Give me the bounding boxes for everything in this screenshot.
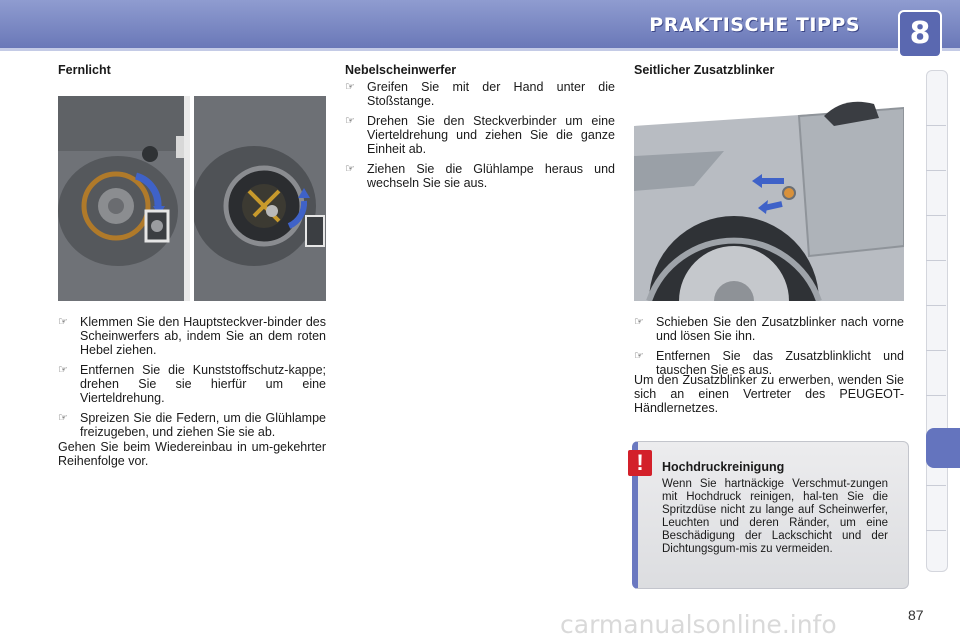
bullet-hand-icon: ☞ <box>345 81 355 93</box>
list-item: ☞ Entfernen Sie die Kunststoffschutz-kappe; drehen Sie sie hierfür um eine Vierteldrehung. <box>58 363 326 405</box>
tab-divider <box>926 530 946 531</box>
warning-icon: ! <box>628 450 652 476</box>
list-item: ☞ Spreizen Sie die Federn, um die Glühlampe freizugeben, und ziehen Sie sie ab. <box>58 411 326 439</box>
list-item: ☞ Drehen Sie den Steckverbinder um eine Vierteldrehung und ziehen Sie die ganze Einheit ab. <box>345 114 615 156</box>
fernlicht-steps <box>58 315 326 445</box>
tab-divider <box>926 125 946 126</box>
tab-divider <box>926 395 946 396</box>
tab-divider <box>926 305 946 306</box>
tab-divider <box>926 350 946 351</box>
tab-divider <box>926 485 946 486</box>
tab-divider <box>926 170 946 171</box>
nebel-steps <box>345 80 615 196</box>
warning-text: Wenn Sie hartnäckige Verschmut-zungen mit Hochdruck reinigen, hal-ten Sie die Spritzdüse nicht zu lange auf Scheinwerfer, Leuchten und deren Ränder, um eine Beschädigung der Lackschicht und der Dichtungsgum-mis zu vermeiden. <box>662 478 888 555</box>
bullet-hand-icon: ☞ <box>634 350 644 362</box>
list-item: ☞ Klemmen Sie den Hauptsteckver-binder des Scheinwerfers ab, indem Sie an dem roten Hebel ziehen. <box>58 315 326 357</box>
tab-divider <box>926 260 946 261</box>
nebel-heading: Nebelscheinwerfer <box>345 63 457 77</box>
list-item: ☞ Greifen Sie mit der Hand unter die Stoßstange. <box>345 80 615 108</box>
bullet-hand-icon: ☞ <box>345 163 355 175</box>
blinker-note: Um den Zusatzblinker zu erwerben, wenden Sie sich an einen Vertreter des PEUGEOT-Händlernetzes. <box>634 373 904 415</box>
bullet-hand-icon: ☞ <box>58 316 68 328</box>
header-divider <box>0 48 960 51</box>
bullet-hand-icon: ☞ <box>58 364 68 376</box>
tab-divider <box>926 215 946 216</box>
bullet-hand-icon: ☞ <box>58 412 68 424</box>
list-item: ☞ Schieben Sie den Zusatzblinker nach vorne und lösen Sie ihn. <box>634 315 904 343</box>
headlamp-photo-right <box>194 96 326 301</box>
fernlicht-heading: Fernlicht <box>58 63 111 77</box>
list-item: ☞ Ziehen Sie die Glühlampe heraus und wechseln Sie sie aus. <box>345 162 615 190</box>
chapter-badge: 8 <box>898 10 942 58</box>
watermark: carmanualsonline.info <box>560 610 837 639</box>
list-item: ☞ Entfernen Sie das Zusatzblinklicht und tauschen Sie es aus. <box>634 349 904 377</box>
section-title: PRAKTISCHE TIPPS <box>649 14 860 36</box>
bullet-hand-icon: ☞ <box>345 115 355 127</box>
fernlicht-note: Gehen Sie beim Wiedereinbau in um-gekehrter Reihenfolge vor. <box>58 440 326 468</box>
bullet-hand-icon: ☞ <box>634 316 644 328</box>
blinker-heading: Seitlicher Zusatzblinker <box>634 63 775 77</box>
tab-chapter-8[interactable] <box>926 428 960 468</box>
warning-title: Hochdruckreinigung <box>662 460 785 474</box>
page-number: 87 <box>908 607 924 623</box>
headlamp-photo-left <box>58 96 190 301</box>
chapter-tab-strip <box>926 70 948 572</box>
side-repeater-photo <box>634 96 904 301</box>
